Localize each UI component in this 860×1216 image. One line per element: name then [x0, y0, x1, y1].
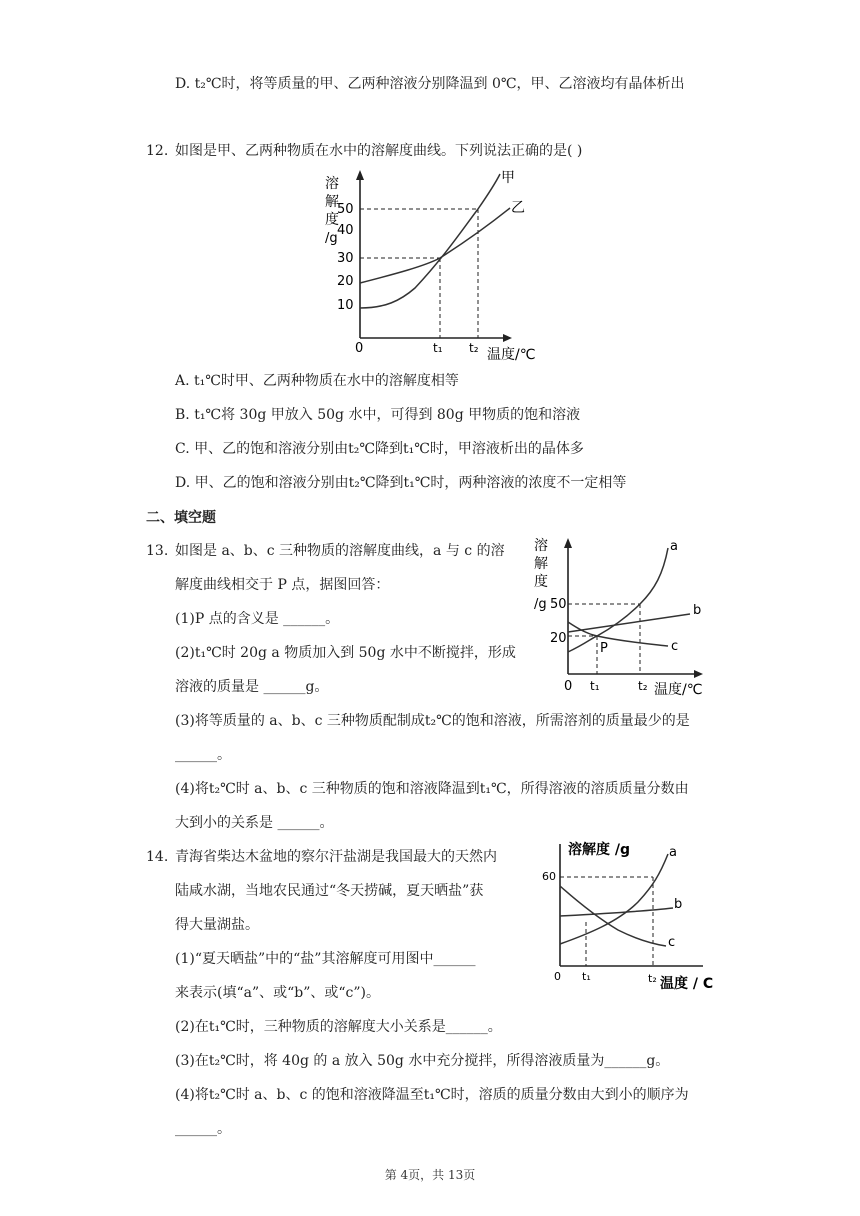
q12-curve-jia	[360, 174, 500, 308]
q12-ytick-40: 40	[337, 223, 354, 238]
q13-curve-b	[568, 614, 690, 632]
q13-solubility-chart	[530, 534, 720, 702]
q13-ylabel-2: 解	[534, 556, 548, 572]
q12-xlabel: 温度/℃	[487, 347, 536, 363]
q13-series-a: a	[670, 539, 678, 554]
q12-ylabel-4: /g	[325, 231, 338, 246]
q12-number: 12.	[146, 143, 169, 159]
q12-ytick-10: 10	[337, 298, 354, 313]
q14-xtick-t1: t₁	[582, 970, 591, 983]
q14-line-6: (2)在t₁℃时，三种物质的溶解度大小关系是______。	[175, 1019, 502, 1035]
q13-line-6: (3)将等质量的 a、b、c 三种物质配制成t₂℃的饱和溶液，所需溶剂的质量最少的是	[175, 713, 690, 729]
q13-ytick-50: 50	[550, 597, 567, 612]
q13-line-1: 如图是 a、b、c 三种物质的溶解度曲线，a 与 c 的溶	[175, 543, 505, 559]
q12-curve-yi	[360, 208, 510, 283]
q13-ylabel-4: /g	[534, 597, 547, 612]
q14-line-3: 得大量湖盐。	[175, 917, 259, 933]
q13-number: 13.	[146, 543, 169, 559]
q13-xlabel: 温度/℃	[654, 682, 703, 698]
q14-ytick-60: 60	[542, 870, 556, 883]
q12-solubility-chart	[315, 166, 550, 364]
q14-line-2: 陆咸水湖，当地农民通过“冬天捞碱，夏天晒盐”获	[175, 883, 484, 899]
page-footer: 第 4页，共 13页	[384, 1168, 476, 1182]
q13-line-3: (1)P 点的含义是 ______。	[175, 611, 340, 627]
q13-line-7: ______。	[175, 747, 231, 763]
q13-series-b: b	[693, 603, 702, 618]
q14-origin: 0	[554, 970, 561, 983]
q12-option-c: C. 甲、乙的饱和溶液分别由t₂℃降到t₁℃时，甲溶液析出的晶体多	[175, 441, 584, 457]
q13-ylabel-1: 溶	[534, 538, 548, 554]
q13-line-8: (4)将t₂℃时 a、b、c 三种物质的饱和溶液降温到t₁℃，所得溶液的溶质质量分数由	[175, 781, 689, 797]
q13-line-2: 解度曲线相交于 P 点，据图回答：	[175, 577, 390, 593]
q14-series-b: b	[674, 897, 683, 912]
q14-line-4: (1)“夏天晒盐”中的“盐”其溶解度可用图中______	[175, 951, 476, 967]
q14-xtick-t2: t₂	[648, 972, 657, 985]
q12-ytick-50: 50	[337, 202, 354, 217]
q14-line-8: (4)将t₂℃时 a、b、c 的饱和溶液降温至t₁℃时，溶质的质量分数由大到小的顺序为	[175, 1087, 689, 1103]
q12-stem: 如图是甲、乙两种物质在水中的溶解度曲线。下列说法正确的是( )	[175, 143, 583, 159]
q12-option-d: D. 甲、乙的饱和溶液分别由t₂℃降到t₁℃时，两种溶液的浓度不一定相等	[175, 475, 627, 491]
q13-line-4: (2)t₁℃时 20g a 物质加入到 50g 水中不断搅拌，形成	[175, 645, 516, 661]
q12-ylabel-2: 解	[325, 194, 339, 210]
q12-xtick-t1: t₁	[433, 341, 443, 355]
q12-ytick-30: 30	[337, 251, 354, 266]
q13-line-9: 大到小的关系是 ______。	[175, 815, 334, 831]
q12-option-a: A. t₁℃时甲、乙两种物质在水中的溶解度相等	[175, 373, 459, 389]
q14-curve-b	[560, 908, 673, 916]
q12-series-yi: 乙	[511, 200, 525, 216]
q14-solubility-chart	[538, 836, 723, 996]
q14-series-c: c	[668, 935, 676, 950]
q14-curve-c	[560, 886, 666, 946]
q13-line-5: 溶液的质量是 ______g。	[175, 679, 329, 695]
q14-line-5: 来表示(填“a”、或“b”、或“c”)。	[175, 985, 381, 1001]
q14-line-1: 青海省柴达木盆地的察尔汗盐湖是我国最大的天然内	[175, 849, 497, 865]
prev-question-option-d: D. t₂℃时，将等质量的甲、乙两种溶液分别降温到 0℃，甲、乙溶液均有晶体析出	[175, 76, 685, 92]
q13-curve-c	[568, 622, 668, 646]
q12-ylabel-3: 度	[325, 212, 339, 228]
q13-xtick-t2: t₂	[638, 679, 648, 693]
q14-line-7: (3)在t₂℃时，将 40g 的 a 放入 50g 水中充分搅拌，所得溶液质量为______g。	[175, 1053, 670, 1069]
q14-line-9: ______。	[175, 1121, 231, 1137]
q13-origin: 0	[564, 679, 573, 694]
q14-chart-title: 溶解度 /g	[568, 842, 631, 858]
q14-series-a: a	[669, 845, 677, 860]
q12-origin: 0	[355, 341, 364, 356]
q12-option-b: B. t₁℃将 30g 甲放入 50g 水中，可得到 80g 甲物质的饱和溶液	[175, 407, 581, 423]
q12-xtick-t2: t₂	[469, 341, 479, 355]
q14-xlabel: 温度 / C	[660, 976, 714, 992]
q13-series-c: c	[671, 639, 679, 654]
q13-ytick-20: 20	[550, 631, 567, 646]
q13-point-p: P	[600, 641, 608, 656]
q12-series-jia: 甲	[501, 170, 515, 186]
q12-ytick-20: 20	[337, 274, 354, 289]
q14-number: 14.	[146, 849, 169, 865]
section-heading: 二、填空题	[146, 510, 216, 526]
q13-xtick-t1: t₁	[590, 679, 600, 693]
q13-ylabel-3: 度	[534, 574, 548, 590]
q12-ylabel-1: 溶	[325, 176, 339, 192]
